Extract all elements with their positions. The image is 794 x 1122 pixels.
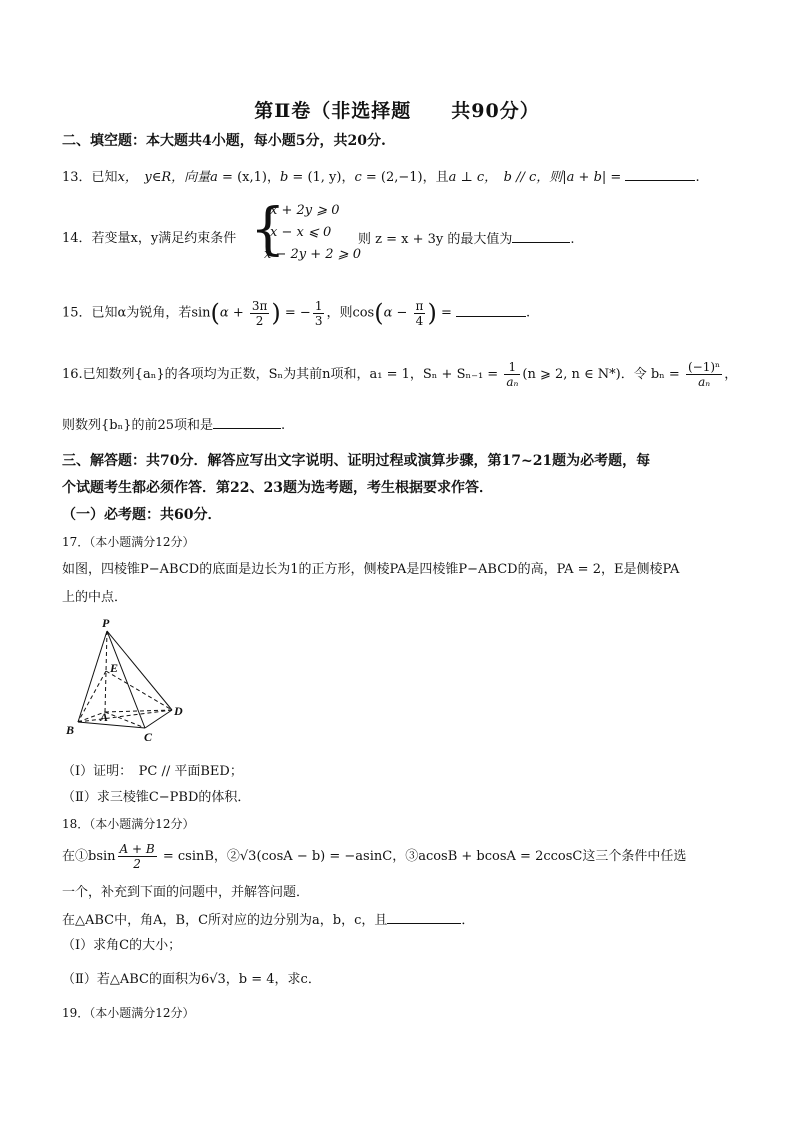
q15-tail: = (436, 305, 456, 321)
frac-den: 2 (133, 857, 141, 871)
q13-eq1: = (x,1)， (217, 170, 280, 185)
fraction-bn (686, 360, 722, 389)
frac-den: 2 (255, 313, 264, 328)
answer-blank-15[interactable] (456, 304, 526, 317)
q18-l1b: = csinB，②√3(cosA − b) = −asinC，③acosB + bcosA = 2ccosC这三个条件中任选 (158, 849, 687, 864)
q13-num: 13． (62, 170, 92, 185)
q18-part-2: （Ⅱ）若△ABC的面积为6√3，b = 4，求c． (62, 972, 321, 987)
q18-head: 18．（本小题满分12分） (62, 817, 195, 831)
fraction-pi-4 (414, 299, 426, 328)
q13-tail: = (606, 170, 626, 185)
fraction-1-an (504, 360, 520, 389)
frac-num: (−1)ⁿ (687, 360, 721, 374)
q15-end: . (525, 305, 531, 321)
frac-den: 3 (314, 313, 323, 328)
label-c: C (144, 730, 153, 744)
label-a: A (100, 710, 109, 724)
label-p: P (102, 616, 110, 630)
q13-end: . (695, 170, 700, 185)
q15-p1: 已知α为锐角，若sin (91, 305, 211, 321)
q14-text: 若变量x，y满足约束条件 (91, 231, 237, 246)
label-e: E (110, 661, 119, 675)
q13-p2: x， y∈R，向量 (117, 170, 211, 185)
q13-eq2: = (1, y)， (288, 170, 355, 185)
q19-head: 19．（本小题满分12分） (62, 1006, 195, 1020)
constraint-system (250, 197, 361, 266)
frac-num: 1 (504, 360, 520, 375)
paren-open-icon: ( (210, 299, 220, 327)
q13-eq3: = (2,−1)，且 (361, 170, 449, 185)
pyramid-figure (60, 615, 200, 745)
section3-heading-1: 三、解答题：共70分．解答应写出文字说明、证明过程或演算步骤，第17~21题为必考题，每 (62, 453, 651, 469)
q13-p1: 已知 (91, 170, 118, 185)
vector-c: c (354, 170, 362, 185)
q15-in1: α + (219, 305, 248, 321)
q15-p2: ，则cos (326, 305, 375, 321)
brace-icon: { (250, 197, 286, 262)
frac-num: A + B (119, 842, 155, 856)
q16-line2-text: 则数列{bₙ}的前25项和是 (62, 418, 214, 433)
fraction-3pi-2 (250, 299, 270, 328)
vector-a: a (210, 170, 218, 185)
q18-l3-end: ． (461, 913, 475, 928)
question-16 (62, 360, 737, 390)
q15-eq: = − (280, 305, 311, 321)
q17-head: 17．（本小题满分12分） (62, 535, 195, 549)
section3-sub: （一）必考题：共60分． (62, 507, 222, 523)
q13-abs: |a + b| (562, 170, 607, 185)
edge-pc (107, 631, 145, 728)
q18-part-1: （Ⅰ）求角C的大小； (62, 938, 182, 953)
q14-num: 14． (62, 231, 92, 246)
frac-num: π (415, 298, 424, 313)
label-b: B (66, 723, 75, 737)
answer-blank-13[interactable] (625, 168, 695, 181)
q14-tail (358, 230, 575, 249)
q16-p1: 16.已知数列{aₙ}的各项均为正数，Sₙ为其前n项和，a₁ = 1，Sₙ + Sₙ₋₁ = (62, 367, 503, 382)
page-title: 第Ⅱ卷（非选择题 共90分） (254, 100, 540, 122)
q18-line-1 (62, 842, 686, 872)
q16-end: . (281, 418, 286, 433)
fraction-a-plus-b (118, 842, 157, 871)
q15-num: 15． (62, 305, 92, 321)
question-15 (62, 298, 530, 329)
q16-p2: (n ⩾ 2, n ∈ N*)．令 bₙ = (522, 367, 684, 382)
edge-pb (78, 631, 107, 722)
question-16-line2 (62, 416, 285, 435)
paren-close-icon: ) (427, 299, 437, 327)
label-d: D (174, 704, 183, 718)
frac-den: aₙ (698, 375, 711, 389)
frac-num: 3π (251, 298, 268, 313)
q14-end: . (570, 232, 575, 247)
q17-line-1: 如图，四棱锥P−ABCD的底面是边长为1的正方形，侧棱PA是四棱锥P−ABCD的高，PA = 2，E是侧棱PA (62, 562, 680, 577)
answer-blank-14[interactable] (512, 230, 570, 243)
q17-part-1: （Ⅰ）证明： PC // 平面BED； (62, 764, 243, 779)
answer-blank-16[interactable] (213, 416, 281, 429)
vector-b: b (279, 170, 289, 185)
edge-bc (78, 722, 145, 728)
answer-blank-18[interactable] (387, 911, 461, 924)
fraction-1-3 (313, 299, 325, 328)
constraint-2: x − x ⩽ 0 (270, 225, 332, 240)
q18-line-3 (62, 911, 474, 930)
q17-line-2: 上的中点． (62, 590, 128, 605)
frac-den: 4 (415, 313, 424, 328)
edge-ac (105, 712, 145, 728)
paren-close-icon: ) (271, 299, 281, 327)
q18-l3: 在△ABC中，角A，B，C所对应的边分别为a，b，c，且 (62, 913, 388, 928)
section2-heading: 二、填空题：本大题共4小题，每小题5分，共20分. (62, 133, 386, 149)
q15-in2: α − (383, 305, 412, 321)
q18-l1a: 在①bsin (62, 849, 116, 864)
q14-tail-text: 则 z = x + 3y 的最大值为 (358, 232, 513, 247)
q18-line-2: 一个，补充到下面的问题中，并解答问题． (62, 885, 310, 900)
frac-den: aₙ (506, 375, 519, 389)
edge-ed (106, 671, 172, 710)
q16-p3: ， (724, 367, 738, 382)
question-13 (62, 168, 700, 187)
frac-num: 1 (314, 298, 323, 313)
paren-open-icon: ( (374, 299, 384, 327)
section3-heading-2: 个试题考生都必须作答．第22、23题为选考题，考生根据要求作答． (62, 480, 493, 496)
constraint-1: x + 2y ⩾ 0 (270, 203, 340, 218)
q13-cond: a ⊥ c， b // c，则 (448, 170, 563, 185)
question-14 (62, 230, 236, 248)
constraint-3: x − 2y + 2 ⩾ 0 (264, 247, 361, 262)
q17-part-2: （Ⅱ）求三棱锥C−PBD的体积． (62, 790, 251, 805)
